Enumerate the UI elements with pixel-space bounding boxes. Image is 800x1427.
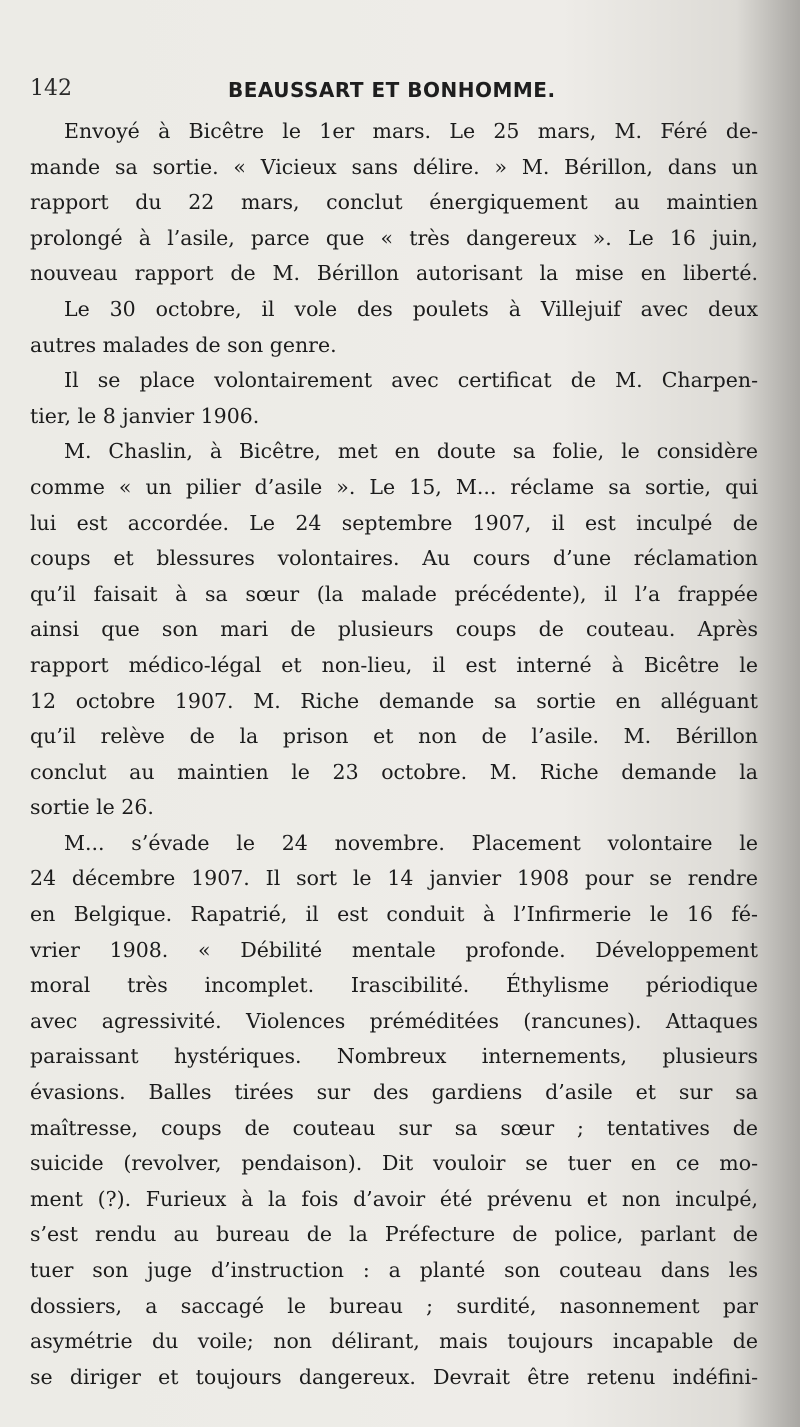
text-line: conclut au maintien le 23 octobre. M. Riche demande la bbox=[30, 759, 758, 784]
text-line: 24 décembre 1907. Il sort le 14 janvier 1908 pour se rendre bbox=[30, 866, 758, 891]
text-line: s’est rendu au bureau de la Préfecture de police, parlant de bbox=[30, 1222, 758, 1247]
text-line: évasions. Balles tirées sur des gardiens d’asile et sur sa bbox=[30, 1080, 758, 1105]
text-line: sortie le 26. bbox=[30, 795, 154, 820]
text-line: ainsi que son mari de plusieurs coups de couteau. Après bbox=[30, 617, 758, 642]
running-head: BEAUSSART ET BONHOMME. bbox=[228, 78, 556, 102]
text-line: autres malades de son genre. bbox=[30, 332, 337, 357]
text-line: asymétrie du voile; non délirant, mais toujours incapable de bbox=[30, 1329, 758, 1354]
text-line: maîtresse, coups de couteau sur sa sœur ; tentatives de bbox=[30, 1115, 758, 1140]
text-line: moral très incomplet. Irascibilité. Éthylisme périodique bbox=[30, 973, 758, 998]
text-line: paraissant hystériques. Nombreux internements, plusieurs bbox=[30, 1044, 758, 1069]
text-line: nouveau rapport de M. Bérillon autorisant la mise en liberté. bbox=[30, 261, 758, 286]
text-line: Le 30 octobre, il vole des poulets à Villejuif avec deux bbox=[64, 296, 758, 321]
text-line: en Belgique. Rapatrié, il est conduit à l’Infirmerie le 16 fé- bbox=[30, 902, 758, 927]
text-line: tuer son juge d’instruction : a planté son couteau dans les bbox=[30, 1258, 758, 1282]
text-line: M... s’évade le 24 novembre. Placement volontaire le bbox=[64, 830, 758, 855]
text-line: rapport médico-légal et non-lieu, il est interné à Bicêtre le bbox=[30, 652, 758, 677]
text-line: suicide (revolver, pendaison). Dit vouloir se tuer en ce mo- bbox=[30, 1151, 758, 1176]
page-number: 142 bbox=[30, 76, 72, 101]
text-line: ment (?). Furieux à la fois d’avoir été prévenu et non inculpé, bbox=[30, 1186, 758, 1211]
text-line: coups et blessures volontaires. Au cours d’une réclamation bbox=[30, 546, 758, 571]
text-line: M. Chaslin, à Bicêtre, met en doute sa folie, le considère bbox=[64, 439, 758, 464]
text-line: comme « un pilier d’asile ». Le 15, M... réclame sa sortie, qui bbox=[30, 474, 758, 499]
text-line: 12 octobre 1907. M. Riche demande sa sortie en alléguant bbox=[30, 688, 758, 713]
text-line: qu’il relève de la prison et non de l’asile. M. Bérillon bbox=[30, 724, 758, 749]
text-line: lui est accordée. Le 24 septembre 1907, il est inculpé de bbox=[30, 510, 758, 535]
text-line: se diriger et toujours dangereux. Devrait être retenu indéfini- bbox=[30, 1364, 758, 1389]
text-line: vrier 1908. « Débilité mentale profonde. Développement bbox=[30, 937, 758, 962]
text-line: prolongé à l’asile, parce que « très dangereux ». Le 16 juin, bbox=[30, 225, 758, 250]
text-line: Il se place volontairement avec certificat de M. Charpen- bbox=[64, 368, 758, 393]
text-line: tier, le 8 janvier 1906. bbox=[30, 403, 260, 428]
text-line: rapport du 22 mars, conclut énergiquement au maintien bbox=[30, 190, 758, 215]
page-header bbox=[30, 76, 750, 116]
text-line: Envoyé à Bicêtre le 1er mars. Le 25 mars, M. Féré de- bbox=[64, 119, 758, 143]
text-line: mande sa sortie. « Vicieux sans délire. » M. Bérillon, dans un bbox=[30, 154, 758, 179]
text-line: avec agressivité. Violences préméditées (rancunes). Attaques bbox=[30, 1008, 758, 1033]
text-line: qu’il faisait à sa sœur (la malade précédente), il l’a frappée bbox=[30, 581, 758, 606]
text-line: dossiers, a saccagé le bureau ; surdité, nasonnement par bbox=[30, 1293, 758, 1318]
body-text bbox=[30, 114, 758, 1395]
